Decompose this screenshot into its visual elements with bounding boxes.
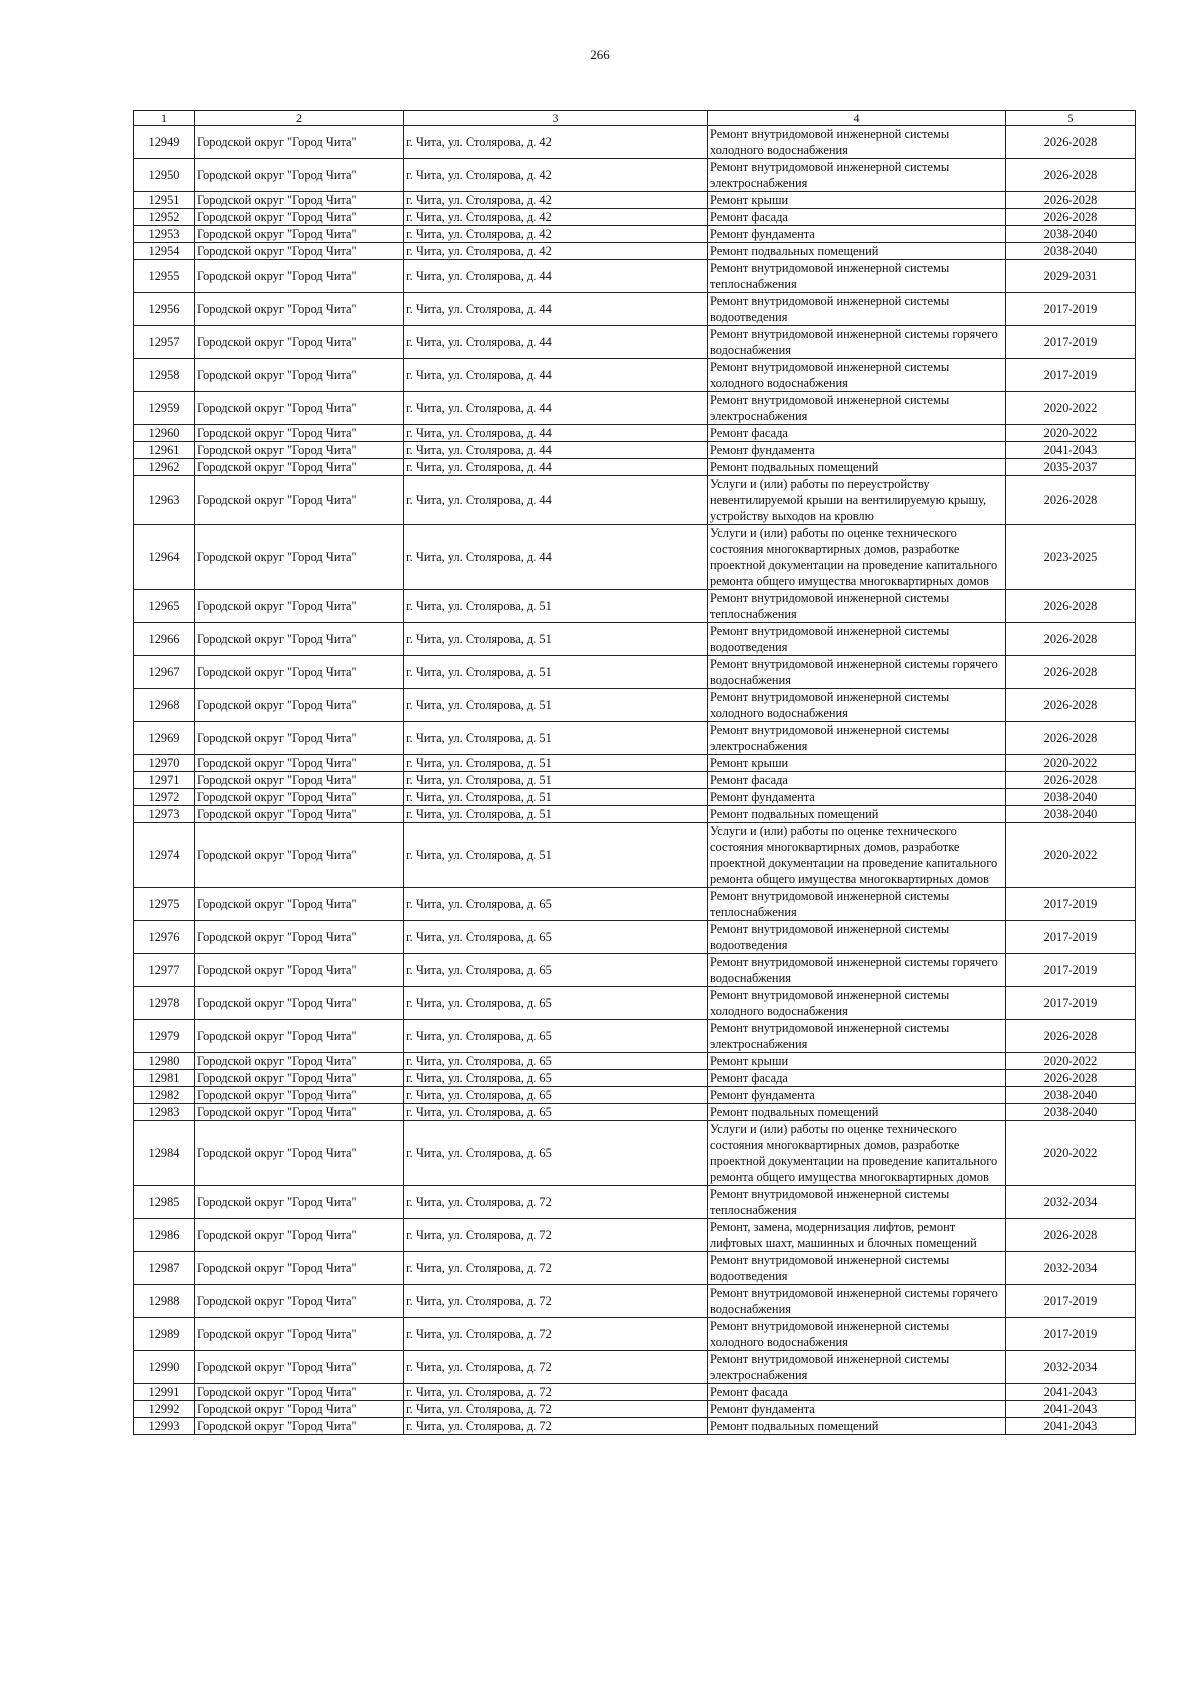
table-row	[134, 1318, 1136, 1351]
period-cell: 2026-2028	[1006, 159, 1136, 192]
row-number: 12958	[134, 359, 195, 392]
period-cell: 2026-2028	[1006, 1020, 1136, 1053]
row-number: 12951	[134, 192, 195, 209]
municipality-cell: Городской округ "Город Чита"	[195, 806, 404, 823]
row-number: 12986	[134, 1219, 195, 1252]
row-number: 12984	[134, 1121, 195, 1186]
municipality-cell: Городской округ "Город Чита"	[195, 1318, 404, 1351]
table-body	[134, 126, 1136, 1435]
municipality-cell: Городской округ "Город Чита"	[195, 1104, 404, 1121]
period-cell: 2026-2028	[1006, 656, 1136, 689]
period-cell: 2038-2040	[1006, 1087, 1136, 1104]
address-cell: г. Чита, ул. Столярова, д. 72	[404, 1351, 708, 1384]
work-type-cell: Ремонт внутридомовой инженерной системы холодного водоснабжения	[708, 689, 1006, 722]
address-cell: г. Чита, ул. Столярова, д. 51	[404, 823, 708, 888]
row-number: 12981	[134, 1070, 195, 1087]
table-row	[134, 1219, 1136, 1252]
table-row	[134, 1418, 1136, 1435]
address-cell: г. Чита, ул. Столярова, д. 72	[404, 1401, 708, 1418]
row-number: 12955	[134, 260, 195, 293]
municipality-cell: Городской округ "Город Чита"	[195, 209, 404, 226]
row-number: 12960	[134, 425, 195, 442]
address-cell: г. Чита, ул. Столярова, д. 72	[404, 1219, 708, 1252]
period-cell: 2032-2034	[1006, 1252, 1136, 1285]
row-number: 12992	[134, 1401, 195, 1418]
work-type-cell: Ремонт внутридомовой инженерной системы холодного водоснабжения	[708, 126, 1006, 159]
address-cell: г. Чита, ул. Столярова, д. 44	[404, 442, 708, 459]
row-number: 12979	[134, 1020, 195, 1053]
period-cell: 2026-2028	[1006, 590, 1136, 623]
table-row	[134, 459, 1136, 476]
municipality-cell: Городской округ "Город Чита"	[195, 476, 404, 525]
table-row	[134, 590, 1136, 623]
work-type-cell: Ремонт внутридомовой инженерной системы теплоснабжения	[708, 260, 1006, 293]
table-row	[134, 1351, 1136, 1384]
table-row	[134, 392, 1136, 425]
table-row	[134, 823, 1136, 888]
work-type-cell: Ремонт внутридомовой инженерной системы холодного водоснабжения	[708, 1318, 1006, 1351]
work-type-cell: Услуги и (или) работы по оценке технического состояния многоквартирных домов, разработке проектной документации на проведение капитального ремонта общего имущества многоквартирных домов	[708, 1121, 1006, 1186]
row-number: 12980	[134, 1053, 195, 1070]
table-row	[134, 1070, 1136, 1087]
municipality-cell: Городской округ "Город Чита"	[195, 1219, 404, 1252]
municipality-cell: Городской округ "Город Чита"	[195, 392, 404, 425]
work-type-cell: Ремонт внутридомовой инженерной системы теплоснабжения	[708, 1186, 1006, 1219]
row-number: 12966	[134, 623, 195, 656]
row-number: 12959	[134, 392, 195, 425]
table-row	[134, 425, 1136, 442]
work-type-cell: Ремонт крыши	[708, 1053, 1006, 1070]
row-number: 12991	[134, 1384, 195, 1401]
address-cell: г. Чита, ул. Столярова, д. 42	[404, 209, 708, 226]
address-cell: г. Чита, ул. Столярова, д. 65	[404, 987, 708, 1020]
row-number: 12977	[134, 954, 195, 987]
row-number: 12988	[134, 1285, 195, 1318]
address-cell: г. Чита, ул. Столярова, д. 51	[404, 656, 708, 689]
table-row	[134, 1121, 1136, 1186]
work-type-cell: Ремонт внутридомовой инженерной системы горячего водоснабжения	[708, 954, 1006, 987]
address-cell: г. Чита, ул. Столярова, д. 65	[404, 921, 708, 954]
period-cell: 2017-2019	[1006, 888, 1136, 921]
row-number: 12968	[134, 689, 195, 722]
municipality-cell: Городской округ "Город Чита"	[195, 1252, 404, 1285]
table-row	[134, 689, 1136, 722]
header-col-4: 4	[708, 111, 1006, 126]
work-type-cell: Услуги и (или) работы по оценке технического состояния многоквартирных домов, разработке проектной документации на проведение капитального ремонта общего имущества многоквартирных домов	[708, 525, 1006, 590]
table-row	[134, 656, 1136, 689]
work-type-cell: Ремонт, замена, модернизация лифтов, ремонт лифтовых шахт, машинных и блочных помещений	[708, 1219, 1006, 1252]
address-cell: г. Чита, ул. Столярова, д. 51	[404, 623, 708, 656]
row-number: 12963	[134, 476, 195, 525]
header-col-3: 3	[404, 111, 708, 126]
work-type-cell: Ремонт подвальных помещений	[708, 459, 1006, 476]
work-type-cell: Ремонт внутридомовой инженерной системы горячего водоснабжения	[708, 1285, 1006, 1318]
address-cell: г. Чита, ул. Столярова, д. 44	[404, 459, 708, 476]
municipality-cell: Городской округ "Город Чита"	[195, 1351, 404, 1384]
work-type-cell: Ремонт фундамента	[708, 789, 1006, 806]
table-row	[134, 209, 1136, 226]
municipality-cell: Городской округ "Город Чита"	[195, 1020, 404, 1053]
period-cell: 2038-2040	[1006, 806, 1136, 823]
table-row	[134, 159, 1136, 192]
work-type-cell: Ремонт фундамента	[708, 226, 1006, 243]
municipality-cell: Городской округ "Город Чита"	[195, 1121, 404, 1186]
row-number: 12964	[134, 525, 195, 590]
address-cell: г. Чита, ул. Столярова, д. 51	[404, 755, 708, 772]
work-type-cell: Ремонт подвальных помещений	[708, 806, 1006, 823]
row-number: 12975	[134, 888, 195, 921]
period-cell: 2038-2040	[1006, 789, 1136, 806]
address-cell: г. Чита, ул. Столярова, д. 44	[404, 359, 708, 392]
period-cell: 2032-2034	[1006, 1186, 1136, 1219]
municipality-cell: Городской округ "Город Чита"	[195, 987, 404, 1020]
municipality-cell: Городской округ "Город Чита"	[195, 159, 404, 192]
work-type-cell: Ремонт внутридомовой инженерной системы холодного водоснабжения	[708, 359, 1006, 392]
work-type-cell: Услуги и (или) работы по переустройству невентилируемой крыши на вентилируемую крышу, устройству выходов на кровлю	[708, 476, 1006, 525]
period-cell: 2026-2028	[1006, 192, 1136, 209]
municipality-cell: Городской округ "Город Чита"	[195, 525, 404, 590]
municipality-cell: Городской округ "Город Чита"	[195, 293, 404, 326]
period-cell: 2020-2022	[1006, 1121, 1136, 1186]
period-cell: 2017-2019	[1006, 359, 1136, 392]
address-cell: г. Чита, ул. Столярова, д. 65	[404, 1087, 708, 1104]
table-row	[134, 126, 1136, 159]
work-type-cell: Ремонт внутридомовой инженерной системы электроснабжения	[708, 1351, 1006, 1384]
table-row	[134, 1053, 1136, 1070]
work-type-cell: Ремонт внутридомовой инженерной системы электроснабжения	[708, 722, 1006, 755]
work-type-cell: Ремонт фасада	[708, 1070, 1006, 1087]
period-cell: 2017-2019	[1006, 326, 1136, 359]
period-cell: 2041-2043	[1006, 1418, 1136, 1435]
address-cell: г. Чита, ул. Столярова, д. 72	[404, 1186, 708, 1219]
municipality-cell: Городской округ "Город Чита"	[195, 921, 404, 954]
row-number: 12989	[134, 1318, 195, 1351]
address-cell: г. Чита, ул. Столярова, д. 65	[404, 1053, 708, 1070]
table-row	[134, 326, 1136, 359]
table-row	[134, 1020, 1136, 1053]
capital-repair-table	[133, 110, 1136, 1435]
table-row	[134, 1186, 1136, 1219]
work-type-cell: Ремонт внутридомовой инженерной системы теплоснабжения	[708, 590, 1006, 623]
municipality-cell: Городской округ "Город Чита"	[195, 359, 404, 392]
municipality-cell: Городской округ "Город Чита"	[195, 656, 404, 689]
address-cell: г. Чита, ул. Столярова, д. 42	[404, 159, 708, 192]
period-cell: 2032-2034	[1006, 1351, 1136, 1384]
row-number: 12993	[134, 1418, 195, 1435]
work-type-cell: Ремонт внутридомовой инженерной системы холодного водоснабжения	[708, 987, 1006, 1020]
period-cell: 2023-2025	[1006, 525, 1136, 590]
work-type-cell: Ремонт внутридомовой инженерной системы горячего водоснабжения	[708, 326, 1006, 359]
municipality-cell: Городской округ "Город Чита"	[195, 1384, 404, 1401]
municipality-cell: Городской округ "Город Чита"	[195, 1053, 404, 1070]
table-row	[134, 359, 1136, 392]
period-cell: 2026-2028	[1006, 722, 1136, 755]
work-type-cell: Ремонт подвальных помещений	[708, 243, 1006, 260]
address-cell: г. Чита, ул. Столярова, д. 51	[404, 806, 708, 823]
work-type-cell: Ремонт внутридомовой инженерной системы теплоснабжения	[708, 888, 1006, 921]
header-col-1: 1	[134, 111, 195, 126]
address-cell: г. Чита, ул. Столярова, д. 44	[404, 392, 708, 425]
period-cell: 2020-2022	[1006, 755, 1136, 772]
row-number: 12974	[134, 823, 195, 888]
period-cell: 2020-2022	[1006, 823, 1136, 888]
municipality-cell: Городской округ "Город Чита"	[195, 772, 404, 789]
address-cell: г. Чита, ул. Столярова, д. 72	[404, 1285, 708, 1318]
period-cell: 2026-2028	[1006, 772, 1136, 789]
table-row	[134, 987, 1136, 1020]
address-cell: г. Чита, ул. Столярова, д. 42	[404, 243, 708, 260]
row-number: 12953	[134, 226, 195, 243]
row-number: 12969	[134, 722, 195, 755]
period-cell: 2029-2031	[1006, 260, 1136, 293]
table-row	[134, 1252, 1136, 1285]
municipality-cell: Городской округ "Город Чита"	[195, 1285, 404, 1318]
address-cell: г. Чита, ул. Столярова, д. 51	[404, 722, 708, 755]
table-row	[134, 1384, 1136, 1401]
period-cell: 2017-2019	[1006, 1318, 1136, 1351]
table-row	[134, 1104, 1136, 1121]
address-cell: г. Чита, ул. Столярова, д. 51	[404, 789, 708, 806]
municipality-cell: Городской округ "Город Чита"	[195, 689, 404, 722]
work-type-cell: Ремонт внутридомовой инженерной системы водоотведения	[708, 293, 1006, 326]
row-number: 12952	[134, 209, 195, 226]
period-cell: 2017-2019	[1006, 293, 1136, 326]
address-cell: г. Чита, ул. Столярова, д. 65	[404, 1070, 708, 1087]
address-cell: г. Чита, ул. Столярова, д. 44	[404, 293, 708, 326]
table-row	[134, 293, 1136, 326]
address-cell: г. Чита, ул. Столярова, д. 72	[404, 1318, 708, 1351]
municipality-cell: Городской округ "Город Чита"	[195, 888, 404, 921]
table-row	[134, 623, 1136, 656]
address-cell: г. Чита, ул. Столярова, д. 51	[404, 590, 708, 623]
period-cell: 2020-2022	[1006, 392, 1136, 425]
work-type-cell: Ремонт внутридомовой инженерной системы электроснабжения	[708, 392, 1006, 425]
header-col-2: 2	[195, 111, 404, 126]
period-cell: 2041-2043	[1006, 1384, 1136, 1401]
municipality-cell: Городской округ "Город Чита"	[195, 1070, 404, 1087]
row-number: 12987	[134, 1252, 195, 1285]
table-row	[134, 1087, 1136, 1104]
table-row	[134, 476, 1136, 525]
period-cell: 2026-2028	[1006, 476, 1136, 525]
address-cell: г. Чита, ул. Столярова, д. 44	[404, 425, 708, 442]
table-row	[134, 954, 1136, 987]
municipality-cell: Городской округ "Город Чита"	[195, 442, 404, 459]
table-row	[134, 442, 1136, 459]
address-cell: г. Чита, ул. Столярова, д. 72	[404, 1252, 708, 1285]
work-type-cell: Ремонт внутридомовой инженерной системы электроснабжения	[708, 159, 1006, 192]
row-number: 12957	[134, 326, 195, 359]
row-number: 12990	[134, 1351, 195, 1384]
table-row	[134, 1285, 1136, 1318]
row-number: 12961	[134, 442, 195, 459]
period-cell: 2026-2028	[1006, 689, 1136, 722]
row-number: 12983	[134, 1104, 195, 1121]
municipality-cell: Городской округ "Город Чита"	[195, 755, 404, 772]
table-row	[134, 722, 1136, 755]
municipality-cell: Городской округ "Город Чита"	[195, 425, 404, 442]
municipality-cell: Городской округ "Город Чита"	[195, 954, 404, 987]
table-row	[134, 243, 1136, 260]
row-number: 12962	[134, 459, 195, 476]
row-number: 12954	[134, 243, 195, 260]
work-type-cell: Ремонт фундамента	[708, 1401, 1006, 1418]
municipality-cell: Городской округ "Город Чита"	[195, 722, 404, 755]
table-row	[134, 755, 1136, 772]
row-number: 12967	[134, 656, 195, 689]
work-type-cell: Ремонт фасада	[708, 1384, 1006, 1401]
municipality-cell: Городской округ "Город Чита"	[195, 623, 404, 656]
work-type-cell: Ремонт внутридомовой инженерной системы водоотведения	[708, 1252, 1006, 1285]
municipality-cell: Городской округ "Город Чита"	[195, 1087, 404, 1104]
row-number: 12972	[134, 789, 195, 806]
row-number: 12956	[134, 293, 195, 326]
period-cell: 2026-2028	[1006, 1070, 1136, 1087]
work-type-cell: Ремонт внутридомовой инженерной системы водоотведения	[708, 921, 1006, 954]
row-number: 12973	[134, 806, 195, 823]
address-cell: г. Чита, ул. Столярова, д. 42	[404, 192, 708, 209]
table-row	[134, 789, 1136, 806]
work-type-cell: Ремонт фундамента	[708, 1087, 1006, 1104]
work-type-cell: Ремонт внутридомовой инженерной системы горячего водоснабжения	[708, 656, 1006, 689]
address-cell: г. Чита, ул. Столярова, д. 65	[404, 1121, 708, 1186]
address-cell: г. Чита, ул. Столярова, д. 44	[404, 525, 708, 590]
period-cell: 2038-2040	[1006, 1104, 1136, 1121]
row-number: 12949	[134, 126, 195, 159]
header-row	[134, 111, 1136, 126]
work-type-cell: Ремонт подвальных помещений	[708, 1418, 1006, 1435]
row-number: 12970	[134, 755, 195, 772]
municipality-cell: Городской округ "Город Чита"	[195, 590, 404, 623]
table-row	[134, 192, 1136, 209]
municipality-cell: Городской округ "Город Чита"	[195, 243, 404, 260]
municipality-cell: Городской округ "Город Чита"	[195, 126, 404, 159]
municipality-cell: Городской округ "Город Чита"	[195, 260, 404, 293]
table-row	[134, 772, 1136, 789]
work-type-cell: Ремонт крыши	[708, 755, 1006, 772]
work-type-cell: Ремонт крыши	[708, 192, 1006, 209]
row-number: 12965	[134, 590, 195, 623]
municipality-cell: Городской округ "Город Чита"	[195, 226, 404, 243]
period-cell: 2041-2043	[1006, 442, 1136, 459]
address-cell: г. Чита, ул. Столярова, д. 72	[404, 1418, 708, 1435]
header-col-5: 5	[1006, 111, 1136, 126]
table-row	[134, 260, 1136, 293]
table-row	[134, 226, 1136, 243]
period-cell: 2026-2028	[1006, 1219, 1136, 1252]
period-cell: 2020-2022	[1006, 425, 1136, 442]
row-number: 12976	[134, 921, 195, 954]
address-cell: г. Чита, ул. Столярова, д. 65	[404, 954, 708, 987]
table-row	[134, 888, 1136, 921]
work-type-cell: Ремонт внутридомовой инженерной системы водоотведения	[708, 623, 1006, 656]
row-number: 12950	[134, 159, 195, 192]
address-cell: г. Чита, ул. Столярова, д. 42	[404, 226, 708, 243]
table-row	[134, 921, 1136, 954]
work-type-cell: Ремонт подвальных помещений	[708, 1104, 1006, 1121]
address-cell: г. Чита, ул. Столярова, д. 65	[404, 1104, 708, 1121]
table-header	[134, 111, 1136, 126]
municipality-cell: Городской округ "Город Чита"	[195, 823, 404, 888]
period-cell: 2026-2028	[1006, 623, 1136, 656]
address-cell: г. Чита, ул. Столярова, д. 65	[404, 1020, 708, 1053]
municipality-cell: Городской округ "Город Чита"	[195, 1401, 404, 1418]
municipality-cell: Городской округ "Город Чита"	[195, 192, 404, 209]
municipality-cell: Городской округ "Город Чита"	[195, 789, 404, 806]
municipality-cell: Городской округ "Город Чита"	[195, 326, 404, 359]
period-cell: 2035-2037	[1006, 459, 1136, 476]
table-row	[134, 806, 1136, 823]
table-row	[134, 1401, 1136, 1418]
address-cell: г. Чита, ул. Столярова, д. 65	[404, 888, 708, 921]
address-cell: г. Чита, ул. Столярова, д. 44	[404, 326, 708, 359]
period-cell: 2038-2040	[1006, 226, 1136, 243]
municipality-cell: Городской округ "Город Чита"	[195, 459, 404, 476]
row-number: 12971	[134, 772, 195, 789]
page-number: 266	[590, 47, 610, 62]
table-row	[134, 525, 1136, 590]
period-cell: 2026-2028	[1006, 209, 1136, 226]
address-cell: г. Чита, ул. Столярова, д. 44	[404, 476, 708, 525]
work-type-cell: Ремонт фасада	[708, 209, 1006, 226]
work-type-cell: Ремонт внутридомовой инженерной системы электроснабжения	[708, 1020, 1006, 1053]
row-number: 12978	[134, 987, 195, 1020]
work-type-cell: Ремонт фасада	[708, 425, 1006, 442]
period-cell: 2017-2019	[1006, 921, 1136, 954]
period-cell: 2026-2028	[1006, 126, 1136, 159]
row-number: 12985	[134, 1186, 195, 1219]
work-type-cell: Ремонт фундамента	[708, 442, 1006, 459]
municipality-cell: Городской округ "Город Чита"	[195, 1186, 404, 1219]
period-cell: 2017-2019	[1006, 1285, 1136, 1318]
address-cell: г. Чита, ул. Столярова, д. 51	[404, 689, 708, 722]
municipality-cell: Городской округ "Город Чита"	[195, 1418, 404, 1435]
row-number: 12982	[134, 1087, 195, 1104]
period-cell: 2017-2019	[1006, 954, 1136, 987]
work-type-cell: Ремонт фасада	[708, 772, 1006, 789]
period-cell: 2041-2043	[1006, 1401, 1136, 1418]
address-cell: г. Чита, ул. Столярова, д. 44	[404, 260, 708, 293]
period-cell: 2020-2022	[1006, 1053, 1136, 1070]
period-cell: 2038-2040	[1006, 243, 1136, 260]
address-cell: г. Чита, ул. Столярова, д. 72	[404, 1384, 708, 1401]
period-cell: 2017-2019	[1006, 987, 1136, 1020]
address-cell: г. Чита, ул. Столярова, д. 42	[404, 126, 708, 159]
address-cell: г. Чита, ул. Столярова, д. 51	[404, 772, 708, 789]
work-type-cell: Услуги и (или) работы по оценке технического состояния многоквартирных домов, разработке проектной документации на проведение капитального ремонта общего имущества многоквартирных домов	[708, 823, 1006, 888]
